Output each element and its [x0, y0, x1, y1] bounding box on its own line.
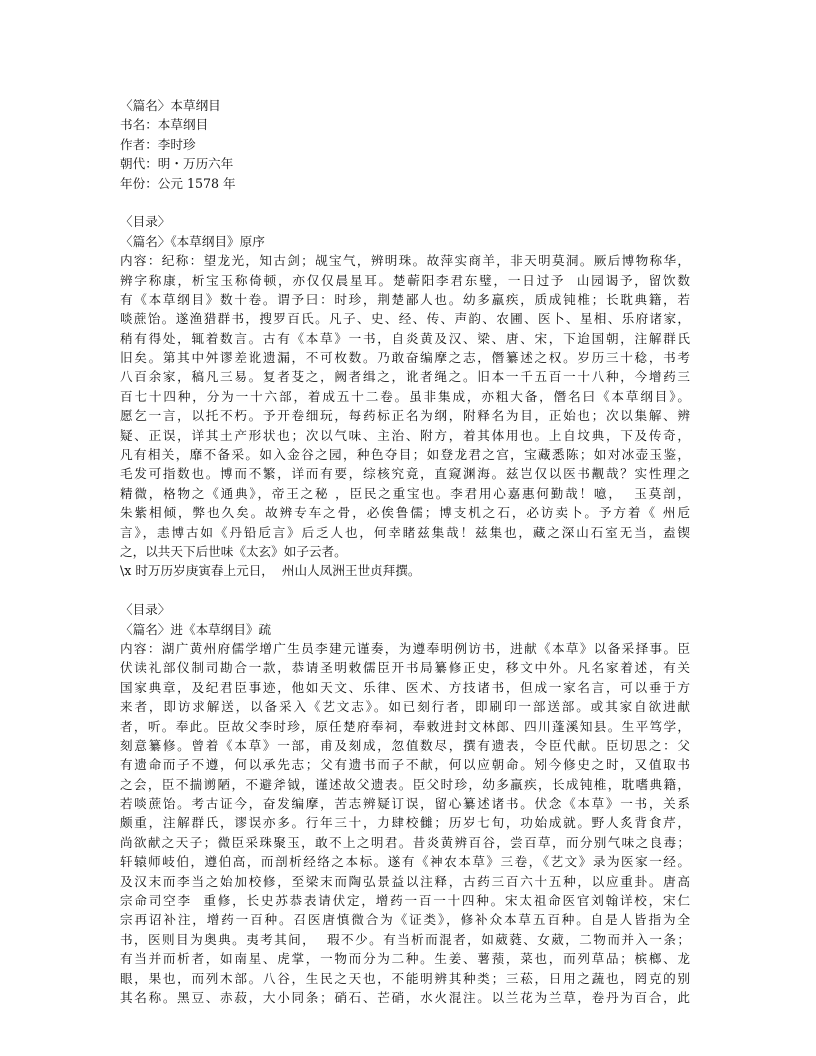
content-line: 啖蔗饴。遂渔猎群书，搜罗百氏。凡子、史、经、传、声韵、农圃、医卜、星相、乐府诸家，: [120, 311, 690, 327]
content-line: 凡有相关，靡不备采。如入金谷之园，种色夺目；如登龙君之宫，宝藏悉陈；如对冰壶玉鉴，: [120, 447, 690, 463]
content-line: 精微，格物之《通典》，帝王之秘 ，臣民之重宝也。李君用心嘉惠何勤哉！噫， 玉莫剖，: [120, 485, 690, 501]
content-line: 朱紫相倾，弊也久矣。故辨专车之骨，必俟鲁儒；博支机之石，必访卖卜。予方着《 州卮: [120, 505, 690, 521]
dynasty: 朝代：明・万历六年: [120, 156, 234, 172]
toc-label: 〈目录〉: [120, 214, 171, 230]
content-line: 眼，果也，而列木部。八谷，生民之天也，不能明辨其种类；三菘，日用之蔬也，罔克的别: [120, 970, 690, 986]
spacer: [120, 581, 690, 600]
content-line: 稍有得处，辄着数言。古有《本草》一书，自炎黄及汉、梁、唐、宋，下迨国朝，注解群氏: [120, 330, 690, 346]
section-preface: [120, 212, 690, 580]
chapter-title: 〈篇名〉本草纲目: [120, 98, 221, 113]
document-page: [120, 96, 690, 1007]
content-line: 毛发可指数也。博而不繁，详而有要，综核究竟，直窥渊海。兹岂仅以医书觏哉？实性理之: [120, 466, 690, 482]
content-line: 轩辕师岐伯，遵伯高，而剖析经络之本标。遂有《神农本草》三卷，《艺文》录为医家一经。: [120, 854, 690, 870]
content-line: 来者，即访求解送，以备采入《艺文志》。如已刻行者，即刷印一部送部。或其家自欲进献: [120, 699, 690, 715]
content-line: 刻意纂修。曾着《本草》一部，甫及刻成，忽值数尽，撰有遗表，令臣代献。臣切思之：父: [120, 737, 690, 753]
spacer: [120, 193, 690, 212]
content-line: 有当并而析者，如南星、虎掌，一物而分为二种。生姜、薯蓣，菜也，而列草品；槟榔、龙: [120, 951, 690, 967]
content-line: 之会，臣不揣谫陋，不避斧钺，谨述故父遗表。臣父时珍，幼多羸疾，长成钝椎，耽嗜典籍，: [120, 776, 690, 792]
content-line: 言》，恚博古如《丹铅卮言》后乏人也，何幸睹兹集哉！兹集也，藏之深山石室无当，盍锲: [120, 524, 690, 540]
content-line: 疑、正误，详其土产形状也；次以气味、主治、附方，着其体用也。上自坟典，下及传奇，: [120, 427, 690, 443]
content-line: 其名称。黑豆、赤菽，大小同条；硝石、芒硝，水火混注。以兰花为兰草，卷丹为百合，此: [120, 989, 690, 1005]
signature-line: \x 时万历岁庚寅春上元日， 州山人凤洲王世贞拜撰。: [120, 563, 421, 579]
content-line: 有《本草纲目》数十卷。谓予曰：时珍，荆楚鄙人也。幼多羸疾，质成钝椎；长耽典籍，若: [120, 291, 690, 307]
content-line: 辨字称康，析宝玉称倚顿，亦仅仅晨星耳。楚蕲阳李君东璧，一日过予 山园谒予，留饮数: [120, 272, 690, 288]
content-line: 国家典章，及纪君臣事迹，他如天文、乐律、医术、方技诸书，但成一家名言，可以垂于方: [120, 679, 690, 695]
content-line: 及汉末而李当之始加校修，至梁末而陶弘景益以注释，古药三百六十五种，以应重卦。唐高: [120, 873, 690, 889]
content-line: 尚欲献之天子；微臣采珠聚玉，敢不上之明君。昔炎黄辨百谷，尝百草，而分别气味之良毒；: [120, 834, 690, 850]
content-line: 颇重，注解群氏，谬误亦多。行年三十，力肆校雠；历岁七旬，功始成就。野人炙背食芹，: [120, 815, 690, 831]
content-line: 旧矣。第其中舛谬差讹遗漏，不可枚数。乃敢奋编摩之志，僭纂述之权。岁历三十稔，书考: [120, 350, 690, 366]
section-title: 〈篇名〉《本草纲目》原序: [120, 233, 265, 249]
content-line: 若啖蔗饴。考古证今，奋发编摩，苦志辨疑订误，留心纂述诸书。伏念《本草》一书，关系: [120, 796, 690, 812]
year: 年份：公元 1578 年: [120, 175, 236, 191]
content-line: 书，医则目为奥典。夷考其间， 瑕不少。有当析而混者，如葳蕤、女葳，二物而并入一条；: [120, 931, 690, 947]
content-line: 者，听。奉此。臣故父李时珍，原任楚府奉祠，奉敕进封文林郎、四川蓬溪知县。生平笃学，: [120, 718, 690, 734]
content-line: 内容：湖广黄州府儒学增广生员李建元谨奏，为遵奉明例访书，进献《本草》以备采择事。臣: [120, 640, 690, 656]
content-line: 愿乞一言，以托不朽。予开卷细玩，每药标正名为纲，附释名为目，正始也；次以集解、辨: [120, 408, 690, 424]
document-header: [120, 96, 690, 193]
section-memorial: [120, 600, 690, 1007]
author: 作者：李时珍: [120, 136, 196, 152]
content-line: 八百余家，稿凡三易。复者芟之，阙者缉之，讹者绳之。旧本一千五百一十八种，今增药三: [120, 369, 690, 385]
content-line: 有遗命而子不遵，何以承先志；父有遗书而子不献，何以应朝命。矧今修史之时，又值取书: [120, 757, 690, 773]
content-line: 百七十四种，分为一十六部，着成五十二卷。虽非集成，亦粗大备，僭名曰《本草纲目》。: [120, 388, 690, 404]
content-line: 宗再诏补注，增药一百种。召医唐慎微合为《证类》，修补众本草五百种。自是人皆指为全: [120, 912, 690, 928]
content-line: 伏读礼部仪制司勘合一款，恭请圣明敕儒臣开书局纂修正史，移文中外。凡名家着述，有关: [120, 660, 690, 676]
content-line: 内容：纪称：望龙光，知古剑；觇宝气，辨明珠。故萍实商羊，非天明莫洞。厥后博物称华，: [120, 253, 690, 269]
content-line: 宗命司空李 重修，长史苏恭表请伏定，增药一百一十四种。宋太祖命医官刘翰详校，宋仁: [120, 893, 690, 909]
toc-label: 〈目录〉: [120, 602, 171, 618]
content-line: 之，以共天下后世味《太玄》如子云者。: [120, 543, 347, 559]
section-title: 〈篇名〉进《本草纲目》疏: [120, 621, 272, 637]
book-name: 书名：本草纲目: [120, 117, 209, 133]
